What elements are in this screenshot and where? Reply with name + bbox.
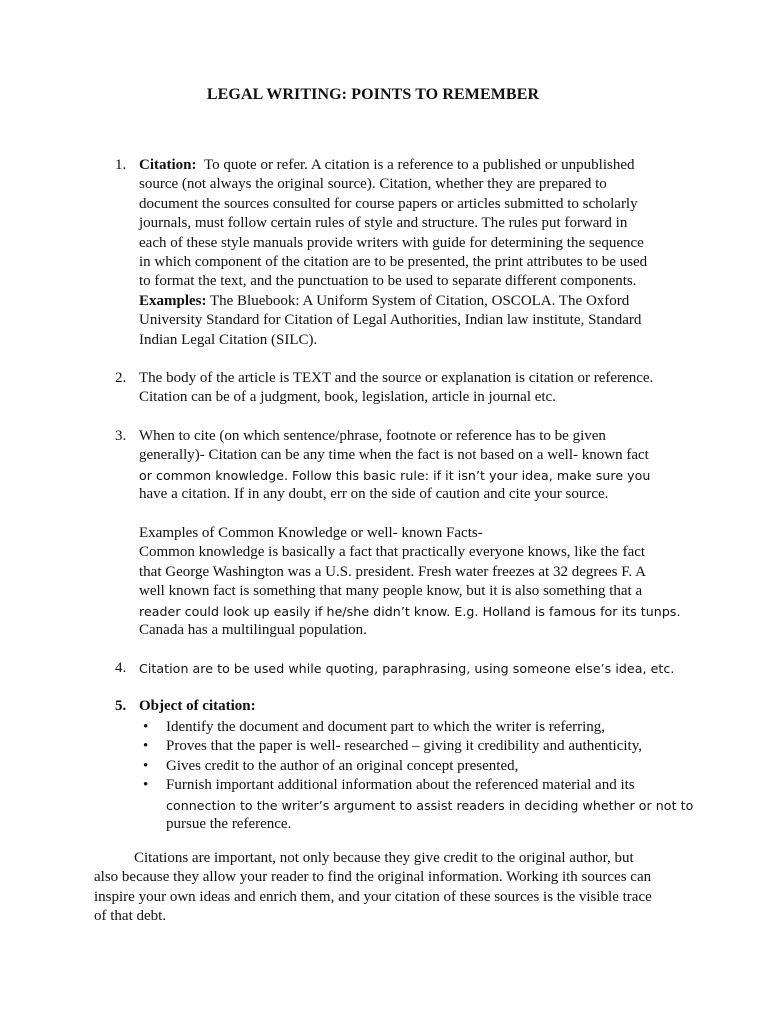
item-text-line: to format the text, and the punctuation to be used to separate different components. xyxy=(139,273,637,290)
bullet-icon: • xyxy=(143,757,149,774)
item-number: 4. xyxy=(115,660,127,676)
bullet-list xyxy=(139,718,694,834)
bullet-item: • Furnish important additional information about the referenced material and its connection to the writer’s argument to assist readers in deciding whether or not to pursue the reference. xyxy=(143,777,694,833)
item-text-line: that George Washington was a U.S. president. Fresh water freezes at 32 degrees F. A xyxy=(139,563,646,580)
item-label: Object of citation: xyxy=(139,698,256,714)
item-text-line: University Standard for Citation of Legal Authorities, Indian law institute, Standard xyxy=(139,312,642,329)
bullet-icon: • xyxy=(143,738,149,755)
list-item-when-to-cite xyxy=(115,427,679,505)
item-text-line: Citation can be of a judgment, book, legislation, article in journal etc. xyxy=(139,389,556,406)
paragraph-line: also because they allow your reader to find the original information. Working ith sources can xyxy=(94,869,652,886)
item-text-line: Indian Legal Citation (SILC). xyxy=(139,331,318,348)
item-text-line: generally)- Citation can be any time when the fact is not based on a well- known fact xyxy=(139,447,649,464)
item-text-line: When to cite (on which sentence/phrase, footnote or reference has to be given xyxy=(139,428,606,444)
paragraph-line: inspire your own ideas and enrich them, and your citation of these sources is the visible trace xyxy=(94,888,652,905)
item-text-line: have a citation. If in any doubt, err on the side of caution and cite your source. xyxy=(139,486,609,503)
item-text-line: document the sources consulted for course papers or articles submitted to scholarly xyxy=(139,195,638,212)
item-text-line: Examples: The Bluebook: A Uniform System of Citation, OSCOLA. The Oxford xyxy=(139,292,630,309)
paragraph-line: Citations are important, not only because they give credit to the original author, but xyxy=(134,850,634,866)
page-title: LEGAL WRITING: POINTS TO REMEMBER xyxy=(206,86,540,103)
item-text-line: well known fact is something that many people know, but it is also something that a xyxy=(139,583,643,600)
item-number: 5. xyxy=(115,698,127,714)
sub-heading: Examples of Common Knowledge or well- known Facts- xyxy=(139,525,483,541)
list-item-citation xyxy=(115,156,679,350)
item-text-line: Canada has a multilingual population. xyxy=(139,622,367,639)
item-text-line: journals, must follow certain rules of style and structure. The rules put forward in xyxy=(139,215,628,232)
item-number: 2. xyxy=(115,370,127,386)
item-text-line: Citation are to be used while quoting, paraphrasing, using someone else’s idea, etc. xyxy=(139,661,675,676)
item-text-line: or common knowledge. Follow this basic rule: if it isn’t your idea, make sure you xyxy=(139,467,651,483)
item-text-line: source (not always the original source). Citation, whether they are prepared to xyxy=(139,176,607,193)
closing-paragraph xyxy=(94,849,654,927)
bullet-icon: • xyxy=(143,719,149,735)
list-item-when-used xyxy=(115,659,679,678)
list-item-object-of-citation xyxy=(115,697,679,716)
item-number: 3. xyxy=(115,428,127,444)
paragraph-line: of that debt. xyxy=(94,908,167,925)
item-text-line: in which component of the citation are to be presented, the print attributes to be used xyxy=(139,254,648,271)
item-text-line: each of these style manuals provide writers with guide for determining the sequence xyxy=(139,234,644,251)
item-text-line: Common knowledge is basically a fact that practically everyone knows, like the fact xyxy=(139,544,646,561)
bullet-icon: • xyxy=(143,777,149,794)
bullet-item: • Proves that the paper is well- researched – giving it credibility and authenticity, xyxy=(139,737,679,756)
examples-label: Examples: xyxy=(139,292,207,309)
list-item-text-vs-citation xyxy=(115,369,679,408)
item-text-line: reader could look up easily if he/she didn’t know. E.g. Holland is famous for its tunps. xyxy=(139,603,681,619)
bullet-item: • Gives credit to the author of an original concept presented, xyxy=(139,757,679,776)
item-number: 1. xyxy=(115,157,127,173)
item-label: Citation: xyxy=(139,157,197,173)
item-text-line: Citation: To quote or refer. A citation is a reference to a published or unpublished xyxy=(139,157,635,173)
bullet-item: • Identify the document and document part to which the writer is referring, xyxy=(139,718,679,737)
common-knowledge-block xyxy=(139,524,679,640)
item-text-line: The body of the article is TEXT and the source or explanation is citation or reference. xyxy=(139,370,654,386)
